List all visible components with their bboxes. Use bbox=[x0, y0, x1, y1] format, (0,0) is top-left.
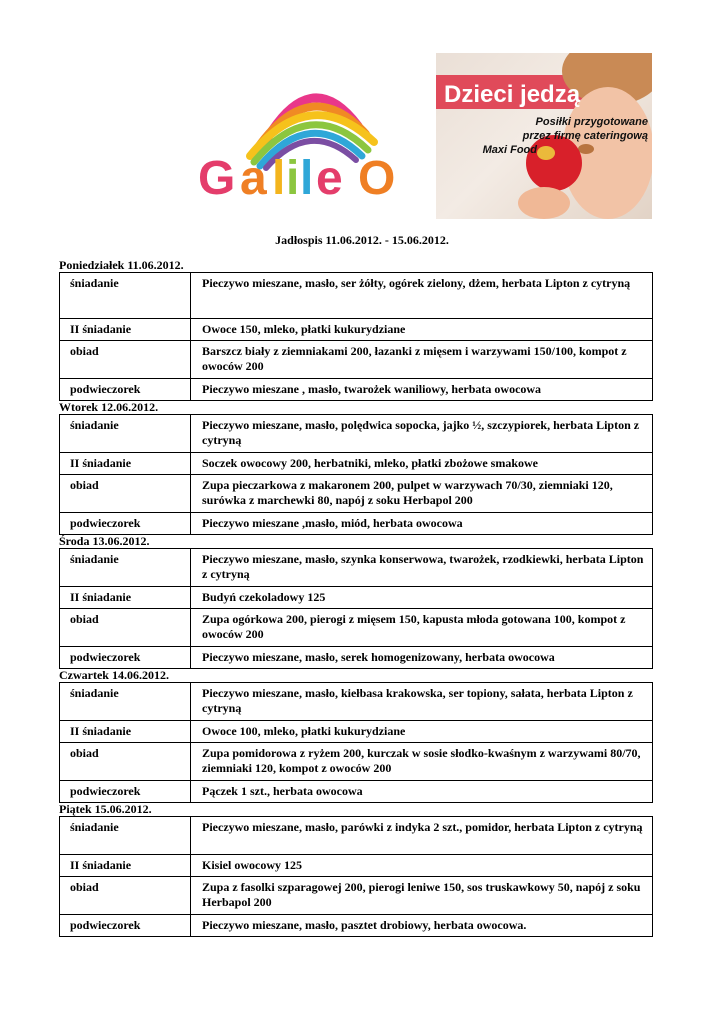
banner-note-line: przez firmę cateringową bbox=[522, 130, 648, 142]
svg-text:O: O bbox=[358, 152, 396, 204]
meal-name: podwieczorek bbox=[60, 647, 191, 669]
meal-description: Zupa z fasolki szparagowej 200, pierogi leniwe 150, sos truskawkowy 50, napój z soku Herbapol 200 bbox=[191, 877, 653, 915]
banner-note-line: Posiłki przygotowane bbox=[535, 116, 648, 128]
meal-description: Pieczywo mieszane, masło, serek homogenizowany, herbata owocowa bbox=[191, 647, 653, 669]
day-label: Czwartek 14.06.2012. bbox=[59, 668, 169, 682]
svg-text:e: e bbox=[316, 152, 343, 204]
menu-days bbox=[59, 259, 653, 937]
meal-description: Pieczywo mieszane, masło, polędwica sopocka, jajko ½, szczypiorek, herbata Lipton z cytryną bbox=[191, 415, 653, 453]
meal-name: II śniadanie bbox=[60, 855, 191, 877]
meal-description: Pieczywo mieszane, masło, pasztet drobiowy, herbata owocowa. bbox=[191, 915, 653, 937]
banner-title: Dzieci jedzą bbox=[444, 81, 581, 108]
meal-row bbox=[60, 513, 653, 535]
meal-row bbox=[60, 549, 653, 587]
meal-row bbox=[60, 743, 653, 781]
meal-name: obiad bbox=[60, 341, 191, 379]
meal-table bbox=[59, 548, 653, 669]
meal-row bbox=[60, 273, 653, 319]
meal-name: śniadanie bbox=[60, 683, 191, 721]
meal-name: obiad bbox=[60, 475, 191, 513]
svg-text:i: i bbox=[286, 152, 300, 204]
meal-row bbox=[60, 721, 653, 743]
meal-description: Zupa pomidorowa z ryżem 200, kurczak w sosie słodko-kwaśnym z warzywami 80/70, ziemniaki 120, kompot z owoców 200 bbox=[191, 743, 653, 781]
meal-row bbox=[60, 475, 653, 513]
meal-description: Zupa pieczarkowa z makaronem 200, pulpet w warzywach 70/30, ziemniaki 120, surówka z marchewki 80, napój z soku Herbapol 200 bbox=[191, 475, 653, 513]
galileo-logo bbox=[192, 74, 424, 204]
meal-row bbox=[60, 877, 653, 915]
banner-note-line: Maxi Food bbox=[482, 144, 537, 156]
meal-row bbox=[60, 915, 653, 937]
meal-row bbox=[60, 379, 653, 401]
meal-table bbox=[59, 816, 653, 937]
meal-description: Barszcz biały z ziemniakami 200, łazanki z mięsem i warzywami 150/100, kompot z owoców 200 bbox=[191, 341, 653, 379]
meal-description: Owoce 100, mleko, płatki kukurydziane bbox=[191, 721, 653, 743]
svg-text:a: a bbox=[240, 152, 267, 204]
meal-name: II śniadanie bbox=[60, 453, 191, 475]
meal-name: śniadanie bbox=[60, 273, 191, 319]
meal-description: Pieczywo mieszane, masło, szynka konserwowa, twarożek, rzodkiewki, herbata Lipton z cytryną bbox=[191, 549, 653, 587]
meal-name: podwieczorek bbox=[60, 781, 191, 803]
svg-text:l: l bbox=[300, 152, 314, 204]
meal-row bbox=[60, 647, 653, 669]
meal-row bbox=[60, 415, 653, 453]
day-label: Piątek 15.06.2012. bbox=[59, 802, 152, 816]
meal-row bbox=[60, 817, 653, 855]
meal-table bbox=[59, 682, 653, 803]
meal-name: podwieczorek bbox=[60, 513, 191, 535]
day-label: Środa 13.06.2012. bbox=[59, 534, 150, 548]
meal-name: II śniadanie bbox=[60, 721, 191, 743]
svg-text:G: G bbox=[198, 152, 236, 204]
menu-title: Jadłospis 11.06.2012. - 15.06.2012. bbox=[275, 233, 449, 247]
meal-description: Soczek owocowy 200, herbatniki, mleko, płatki zbożowe smakowe bbox=[191, 453, 653, 475]
meal-table bbox=[59, 414, 653, 535]
meal-description: Pieczywo mieszane, masło, kiełbasa krakowska, ser topiony, sałata, herbata Lipton z cytryną bbox=[191, 683, 653, 721]
meal-row bbox=[60, 609, 653, 647]
meal-name: obiad bbox=[60, 743, 191, 781]
meal-name: śniadanie bbox=[60, 549, 191, 587]
catering-banner bbox=[436, 53, 652, 219]
svg-text:l: l bbox=[272, 152, 286, 204]
meal-description: Pieczywo mieszane, masło, ser żółty, ogórek zielony, dżem, herbata Lipton z cytryną bbox=[191, 273, 653, 319]
meal-name: obiad bbox=[60, 609, 191, 647]
banner-note bbox=[458, 115, 648, 157]
meal-name: II śniadanie bbox=[60, 587, 191, 609]
meal-name: podwieczorek bbox=[60, 379, 191, 401]
meal-name: śniadanie bbox=[60, 415, 191, 453]
meal-name: śniadanie bbox=[60, 817, 191, 855]
meal-row bbox=[60, 587, 653, 609]
meal-name: obiad bbox=[60, 877, 191, 915]
meal-name: II śniadanie bbox=[60, 319, 191, 341]
meal-row bbox=[60, 683, 653, 721]
rainbow-logo-icon bbox=[192, 74, 424, 204]
day-label: Wtorek 12.06.2012. bbox=[59, 400, 159, 414]
meal-description: Kisiel owocowy 125 bbox=[191, 855, 653, 877]
meal-row bbox=[60, 855, 653, 877]
day-label: Poniedziałek 11.06.2012. bbox=[59, 258, 184, 272]
meal-row bbox=[60, 341, 653, 379]
meal-description: Budyń czekoladowy 125 bbox=[191, 587, 653, 609]
meal-table bbox=[59, 272, 653, 401]
meal-description: Pączek 1 szt., herbata owocowa bbox=[191, 781, 653, 803]
meal-name: podwieczorek bbox=[60, 915, 191, 937]
meal-description: Pieczywo mieszane, masło, parówki z indyka 2 szt., pomidor, herbata Lipton z cytryną bbox=[191, 817, 653, 855]
meal-row bbox=[60, 453, 653, 475]
meal-description: Pieczywo mieszane ,masło, miód, herbata owocowa bbox=[191, 513, 653, 535]
meal-row bbox=[60, 319, 653, 341]
meal-row bbox=[60, 781, 653, 803]
meal-description: Pieczywo mieszane , masło, twarożek waniliowy, herbata owocowa bbox=[191, 379, 653, 401]
meal-description: Zupa ogórkowa 200, pierogi z mięsem 150, kapusta młoda gotowana 100, kompot z owoców 200 bbox=[191, 609, 653, 647]
meal-description: Owoce 150, mleko, płatki kukurydziane bbox=[191, 319, 653, 341]
